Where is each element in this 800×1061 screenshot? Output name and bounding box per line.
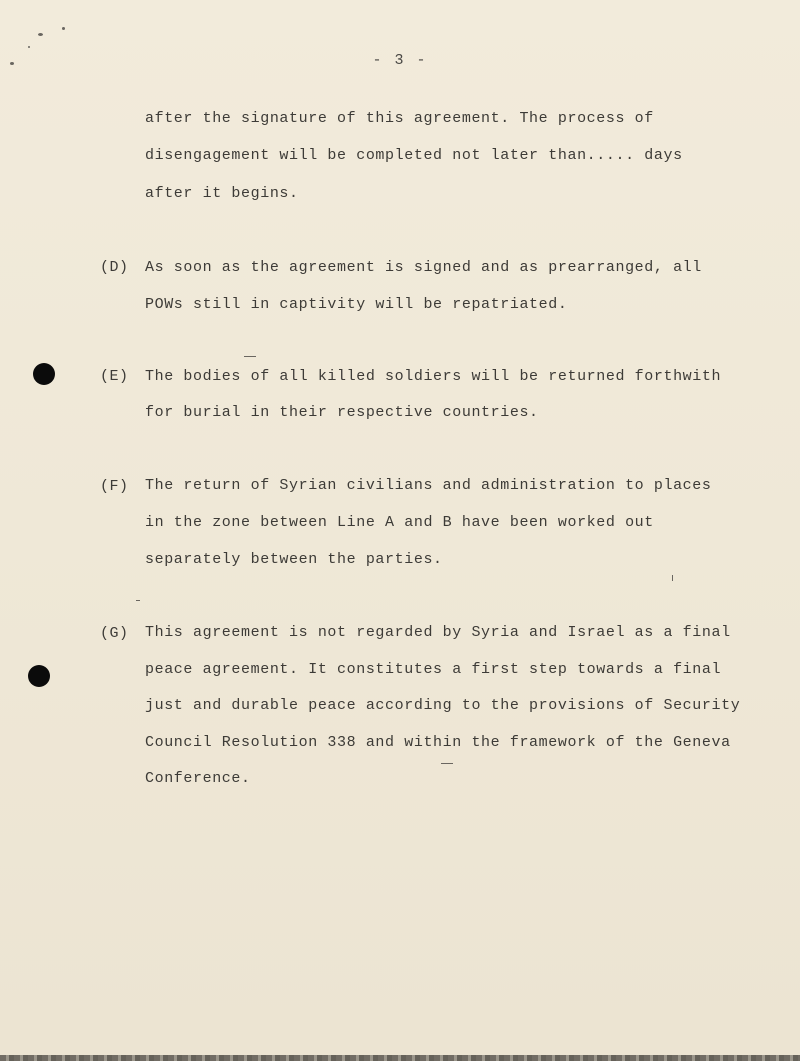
section-g-line-2: peace agreement. It constitutes a first step towards a final: [145, 661, 722, 678]
scan-speck: [441, 763, 453, 764]
section-e-line-2: for burial in their respective countries.: [145, 404, 539, 421]
section-f-line-2: in the zone between Line A and B have been worked out: [145, 514, 654, 531]
punch-hole-upper: [33, 363, 55, 385]
intro-line-1: after the signature of this agreement. The process of: [145, 110, 654, 127]
section-g-line-1: This agreement is not regarded by Syria and Israel as a final: [145, 624, 731, 641]
section-g-line-5: Conference.: [145, 770, 251, 787]
punch-hole-lower: [28, 665, 50, 687]
section-f-line-1: The return of Syrian civilians and administration to places: [145, 477, 712, 494]
section-g-line-4: Council Resolution 338 and within the framework of the Geneva: [145, 734, 731, 751]
section-g-line-3: just and durable peace according to the provisions of Security: [145, 697, 741, 714]
scan-speck: [38, 33, 43, 36]
section-e-line-1: The bodies of all killed soldiers will be returned forthwith: [145, 368, 722, 385]
intro-line-2: disengagement will be completed not later than..... days: [145, 147, 683, 164]
scan-speck: [672, 575, 673, 581]
section-d-line-2: POWs still in captivity will be repatriated.: [145, 296, 568, 313]
page-number: - 3 -: [372, 52, 428, 69]
section-label-g: (G): [100, 625, 129, 642]
section-d-line-1: As soon as the agreement is signed and as prearranged, all: [145, 259, 702, 276]
scan-speck: [10, 62, 14, 65]
section-label-e: (E): [100, 368, 129, 385]
scan-speck: [244, 356, 256, 357]
section-label-f: (F): [100, 478, 129, 495]
scan-speck: [28, 46, 30, 48]
intro-line-3: after it begins.: [145, 185, 299, 202]
scan-speck: [136, 600, 140, 601]
section-label-d: (D): [100, 259, 129, 276]
section-f-line-3: separately between the parties.: [145, 551, 443, 568]
scan-bottom-edge: [0, 1055, 800, 1061]
scan-speck: [62, 27, 65, 30]
